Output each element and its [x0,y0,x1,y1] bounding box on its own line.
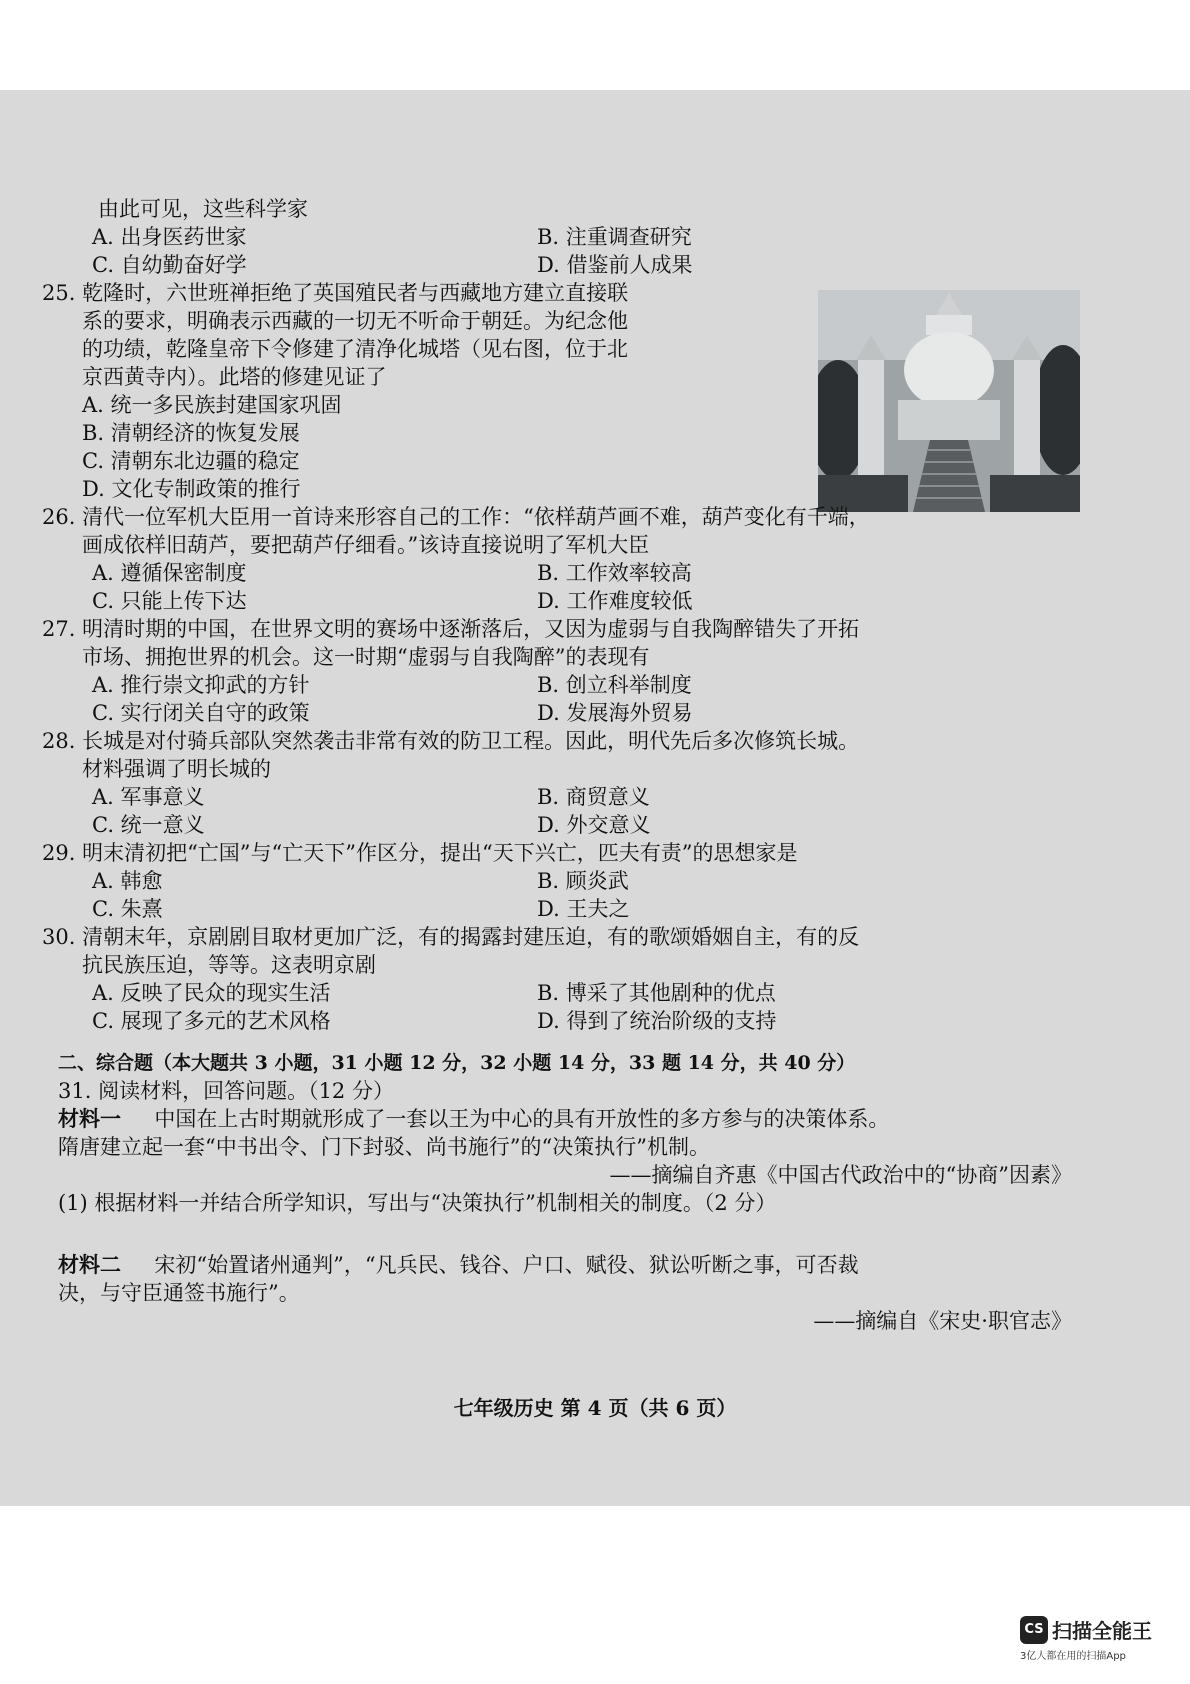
option-c: C. 朱熹 [92,897,163,921]
option-d: D. 得到了统治阶级的支持 [537,1009,777,1033]
option-a: A. 韩愈 [92,869,163,893]
question-31 [42,1077,1112,1335]
option-d: D. 工作难度较低 [537,589,693,613]
watermark-tagline: 3亿人都在用的扫描App [1020,1651,1126,1662]
question-stem-line: 25. 乾隆时，六世班禅拒绝了英国殖民者与西藏地方建立直接联 [42,281,629,305]
question-title: 31. 阅读材料，回答问题。（12 分） [58,1079,394,1103]
option-c: C. 实行闭关自守的政策 [92,701,310,725]
option-c: C. 自幼勤奋好学 [92,253,247,277]
option-b: B. 清朝经济的恢复发展 [82,421,300,445]
option-d: D. 王夫之 [537,897,630,921]
question-stem-line: 市场、拥抱世界的机会。这一时期“虚弱与自我陶醉”的表现有 [82,645,650,669]
question-25 [42,279,1112,503]
question-stem-line: 系的要求，明确表示西藏的一切无不听命于朝廷。为纪念他 [82,309,628,333]
material-text: 中国在上古时期就形成了一套以王为中心的具有开放性的多方参与的决策体系。 [154,1107,890,1131]
option-a: A. 出身医药世家 [92,225,247,249]
question-28 [42,727,1112,839]
exam-page [42,195,1112,1335]
material-2 [42,1251,1112,1279]
question-stem-line: 27. 明清时期的中国，在世界文明的赛场中逐渐落后，又因为虚弱与自我陶醉错失了开拓 [42,617,860,641]
question-26 [42,503,1112,615]
question-stem-line: 26. 清代一位军机大臣用一首诗来形容自己的工作：“依样葫芦画不难，葫芦变化有千端， [42,505,870,529]
option-a: A. 统一多民族封建国家巩固 [82,393,342,417]
option-a: A. 军事意义 [92,785,205,809]
option-b: B. 工作效率较高 [537,561,692,585]
question-stem-line: 京西黄寺内）。此塔的修建见证了 [82,365,387,389]
option-c: C. 只能上传下达 [92,589,247,613]
option-a: A. 推行崇文抑武的方针 [92,673,310,697]
option-b: B. 商贸意义 [537,785,650,809]
question-29 [42,839,1112,923]
option-d: D. 发展海外贸易 [537,701,693,725]
material-text-line: 决，与守臣通签书施行”。 [58,1281,300,1305]
question-stem-line: 的功绩，乾隆皇帝下令修建了清净化城塔（见右图，位于北 [82,337,628,361]
material-label: 材料一 [58,1106,121,1131]
material-label: 材料二 [58,1252,121,1277]
option-d: D. 文化专制政策的推行 [82,477,301,501]
option-a: A. 反映了民众的现实生活 [92,981,331,1005]
option-b: B. 创立科举制度 [537,673,692,697]
option-a: A. 遵循保密制度 [92,561,247,585]
question-stem-line: 29. 明末清初把“亡国”与“亡天下”作区分，提出“天下兴亡，匹夫有责”的思想家是 [42,841,798,865]
option-b: B. 顾炎武 [537,869,629,893]
option-d: D. 借鉴前人成果 [537,253,693,277]
question-stem-line: 画成依样旧葫芦，要把葫芦仔细看。”该诗直接说明了军机大臣 [82,533,650,557]
question-stem-line: 30. 清朝末年，京剧剧目取材更加广泛，有的揭露封建压迫，有的歌颂婚姻自主，有的反 [42,925,860,949]
scanner-watermark [1020,1615,1180,1662]
material-text-line: 隋唐建立起一套“中书出令、门下封驳、尚书施行”的“决策执行”机制。 [58,1135,710,1159]
question-stem-line: 材料强调了明长城的 [82,757,271,781]
question-stem: 由此可见，这些科学家 [98,197,308,221]
page-footer: 七年级历史 第 4 页（共 6 页） [453,1396,737,1420]
sub-question-1: (1) 根据材料一并结合所学知识，写出与“决策执行”机制相关的制度。（2 分） [58,1191,777,1215]
question-stem-line: 28. 长城是对付骑兵部队突然袭击非常有效的防卫工程。因此，明代先后多次修筑长城。 [42,729,860,753]
question-30 [42,923,1112,1035]
option-c: C. 统一意义 [92,813,205,837]
option-b: B. 注重调查研究 [537,225,692,249]
question-27 [42,615,1112,727]
option-b: B. 博采了其他剧种的优点 [537,981,776,1005]
material-1 [42,1105,1112,1133]
watermark-name: 扫描全能王 [1052,1619,1152,1643]
question-stem-line: 抗民族压迫，等等。这表明京剧 [82,953,376,977]
material-source: ——摘编自《宋史·职官志》 [813,1309,1072,1333]
section-heading: 二、综合题（本大题共 3 小题，31 小题 12 分，32 小题 14 分，33 题 14 分，共 40 分） [58,1052,856,1074]
question-24 [42,195,1112,279]
option-d: D. 外交意义 [537,813,651,837]
option-c: C. 展现了多元的艺术风格 [92,1009,331,1033]
material-source: ——摘编自齐惠《中国古代政治中的“协商”因素》 [609,1163,1072,1187]
camscanner-logo-icon: CS [1020,1616,1048,1644]
material-text: 宋初“始置诸州通判”，“凡兵民、钱谷、户口、赋役、狱讼听断之事，可否裁 [154,1253,859,1277]
option-c: C. 清朝东北边疆的稳定 [82,449,300,473]
